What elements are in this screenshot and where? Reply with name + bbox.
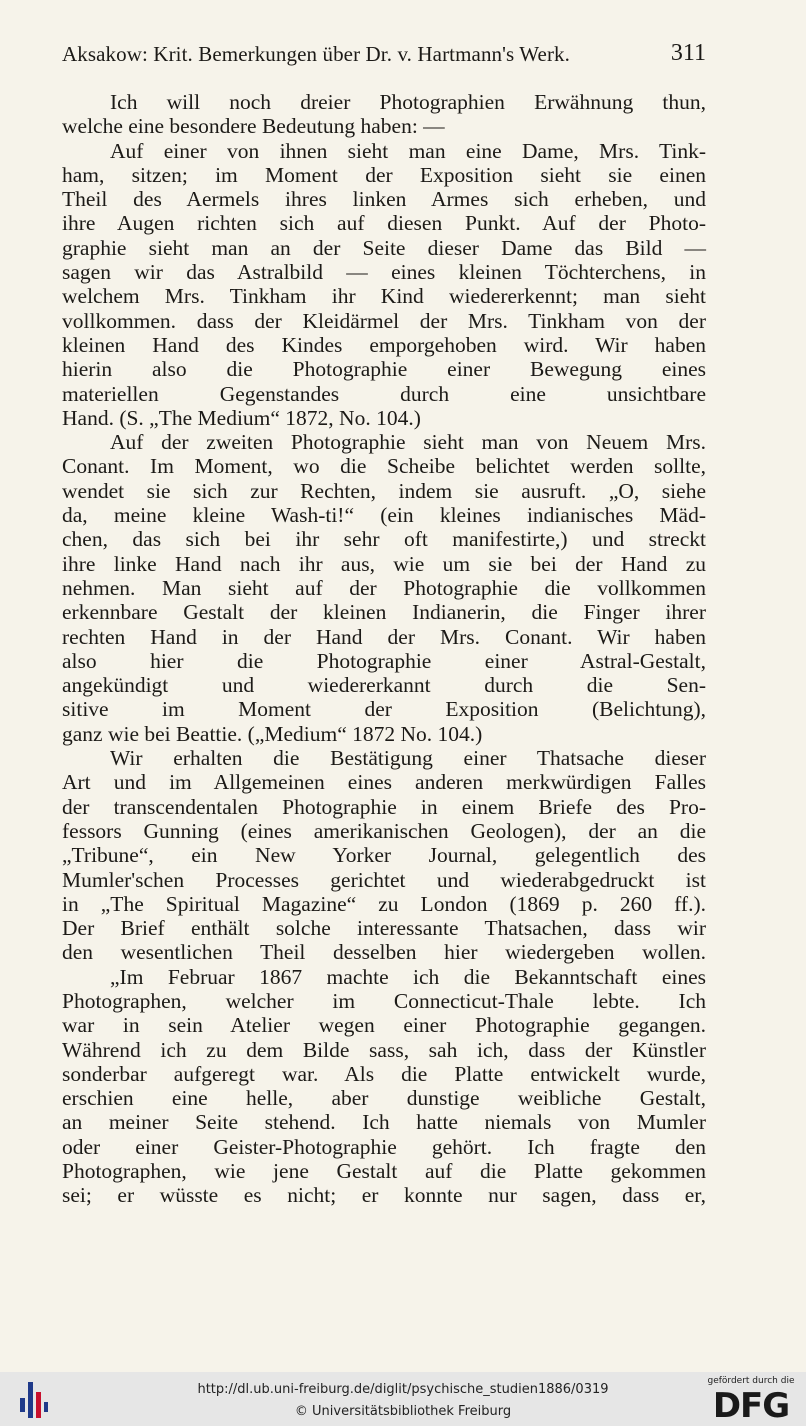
text-line: ganz wie bei Beattie. („Medium“ 1872 No. 104.) [62, 721, 483, 746]
dfg-funding-label: gefördert durch die [707, 1376, 795, 1386]
text-line: Mumler'schen Processes gerichtet und wiederabgedruckt ist [62, 867, 706, 892]
text-line: Photographen, wie jene Gestalt auf die Platte gekommen [62, 1159, 706, 1184]
text-line: ihre Augen richten sich auf diesen Punkt. Auf der Photo- [62, 211, 706, 236]
text-line: chen, das sich bei ihr sehr oft manifestirte,) und streckt [62, 527, 706, 552]
text-line: sonderbar aufgeregt war. Als die Platte entwickelt wurde, [62, 1061, 706, 1086]
text-line: sagen wir das Astralbild — eines kleinen Töchterchens, in [62, 260, 706, 285]
text-line: fessors Gunning (eines amerikanischen Geologen), der an die [62, 818, 706, 843]
text-line: vollkommen. dass der Kleidärmel der Mrs. Tinkham von der [62, 308, 706, 333]
text-line: erkennbare Gestalt der kleinen Indianerin, die Finger ihrer [62, 600, 706, 625]
text-line: da, meine kleine Wash-ti!“ (ein kleines indianisches Mäd- [62, 503, 706, 528]
copyright-notice: © Universitätsbibliothek Freiburg [294, 1404, 512, 1419]
text-line: ihre linke Hand nach ihr aus, wie um sie bei der Hand zu [62, 551, 706, 576]
running-title: Aksakow: Krit. Bemerkungen über Dr. v. Hartmann's Werk. [62, 42, 570, 66]
text-line: nehmen. Man sieht auf der Photographie die vollkommen [62, 575, 706, 600]
text-line: Hand. (S. „The Medium“ 1872, No. 104.) [62, 405, 421, 430]
text-line: Der Brief enthält solche interessante Thatsachen, dass wir [62, 916, 706, 941]
text-line: ham, sitzen; im Moment der Exposition sieht sie einen [62, 162, 706, 187]
text-line: sei; er wüsste es nicht; er konnte nur sagen, dass er, [62, 1183, 706, 1208]
text-line: Während ich zu dem Bilde sass, sah ich, dass der Künstler [62, 1037, 706, 1062]
viewer-footer [0, 1372, 806, 1426]
text-line: Photographen, welcher im Connecticut-Thale lebte. Ich [62, 988, 706, 1013]
body-text [62, 90, 706, 1208]
text-line: welchem Mrs. Tinkham ihr Kind wiedererkennt; man sieht [62, 284, 706, 309]
text-line: wendet sie sich zur Rechten, indem sie ausruft. „O, siehe [62, 478, 706, 503]
text-line: rechten Hand in der Hand der Mrs. Conant. Wir haben [62, 624, 706, 649]
text-line: welche eine besondere Bedeutung haben: — [62, 114, 445, 139]
source-url-link[interactable]: http://dl.ub.uni-freiburg.de/diglit/psychische_studien1886/0319 [197, 1382, 609, 1397]
text-line: der transcendentalen Photographie in einem Briefe des Pro- [62, 794, 706, 819]
dfg-logo: DFG [712, 1386, 790, 1426]
text-line: den wesentlichen Theil desselben hier wiedergeben wollen. [62, 940, 706, 965]
text-line: „Im Februar 1867 machte ich die Bekanntschaft eines [110, 964, 706, 989]
text-line: oder einer Geister-Photographie gehört. Ich fragte den [62, 1134, 706, 1159]
text-line: sitive im Moment der Exposition (Belichtung), [62, 697, 706, 722]
text-line: an meiner Seite stehend. Ich hatte niemals von Mumler [62, 1110, 706, 1135]
text-line: also hier die Photographie einer Astral-Gestalt, [62, 648, 706, 673]
text-line: materiellen Gegenstandes durch eine unsichtbare [62, 381, 706, 406]
text-line: kleinen Hand des Kindes emporgehoben wird. Wir haben [62, 332, 706, 357]
text-line: Ich will noch dreier Photographien Erwähnung thun, [110, 90, 706, 114]
text-line: erschien eine helle, aber dunstige weibliche Gestalt, [62, 1086, 706, 1111]
text-line: graphie sieht man an der Seite dieser Dame das Bild — [62, 235, 706, 260]
text-line: in „The Spiritual Magazine“ zu London (1869 p. 260 ff.). [62, 891, 706, 916]
text-line: Wir erhalten die Bestätigung einer Thatsache dieser [110, 746, 706, 771]
page-number: 311 [670, 40, 706, 66]
text-line: Conant. Im Moment, wo die Scheibe belichtet werden sollte, [62, 454, 706, 479]
page-header [62, 40, 706, 74]
text-line: Auf einer von ihnen sieht man eine Dame, Mrs. Tink- [110, 138, 706, 163]
text-line: Theil des Aermels ihres linken Armes sich erheben, und [62, 187, 706, 212]
text-line: angekündigt und wiedererkannt durch die Sen- [62, 673, 706, 698]
text-line: Art und im Allgemeinen eines anderen merkwürdigen Falles [62, 770, 706, 795]
text-line: Auf der zweiten Photographie sieht man von Neuem Mrs. [110, 430, 706, 455]
text-line: „Tribune“, ein New Yorker Journal, gelegentlich des [62, 843, 706, 868]
text-line: hierin also die Photographie einer Bewegung eines [62, 357, 706, 382]
text-line: war in sein Atelier wegen einer Photographie gegangen. [62, 1013, 706, 1038]
